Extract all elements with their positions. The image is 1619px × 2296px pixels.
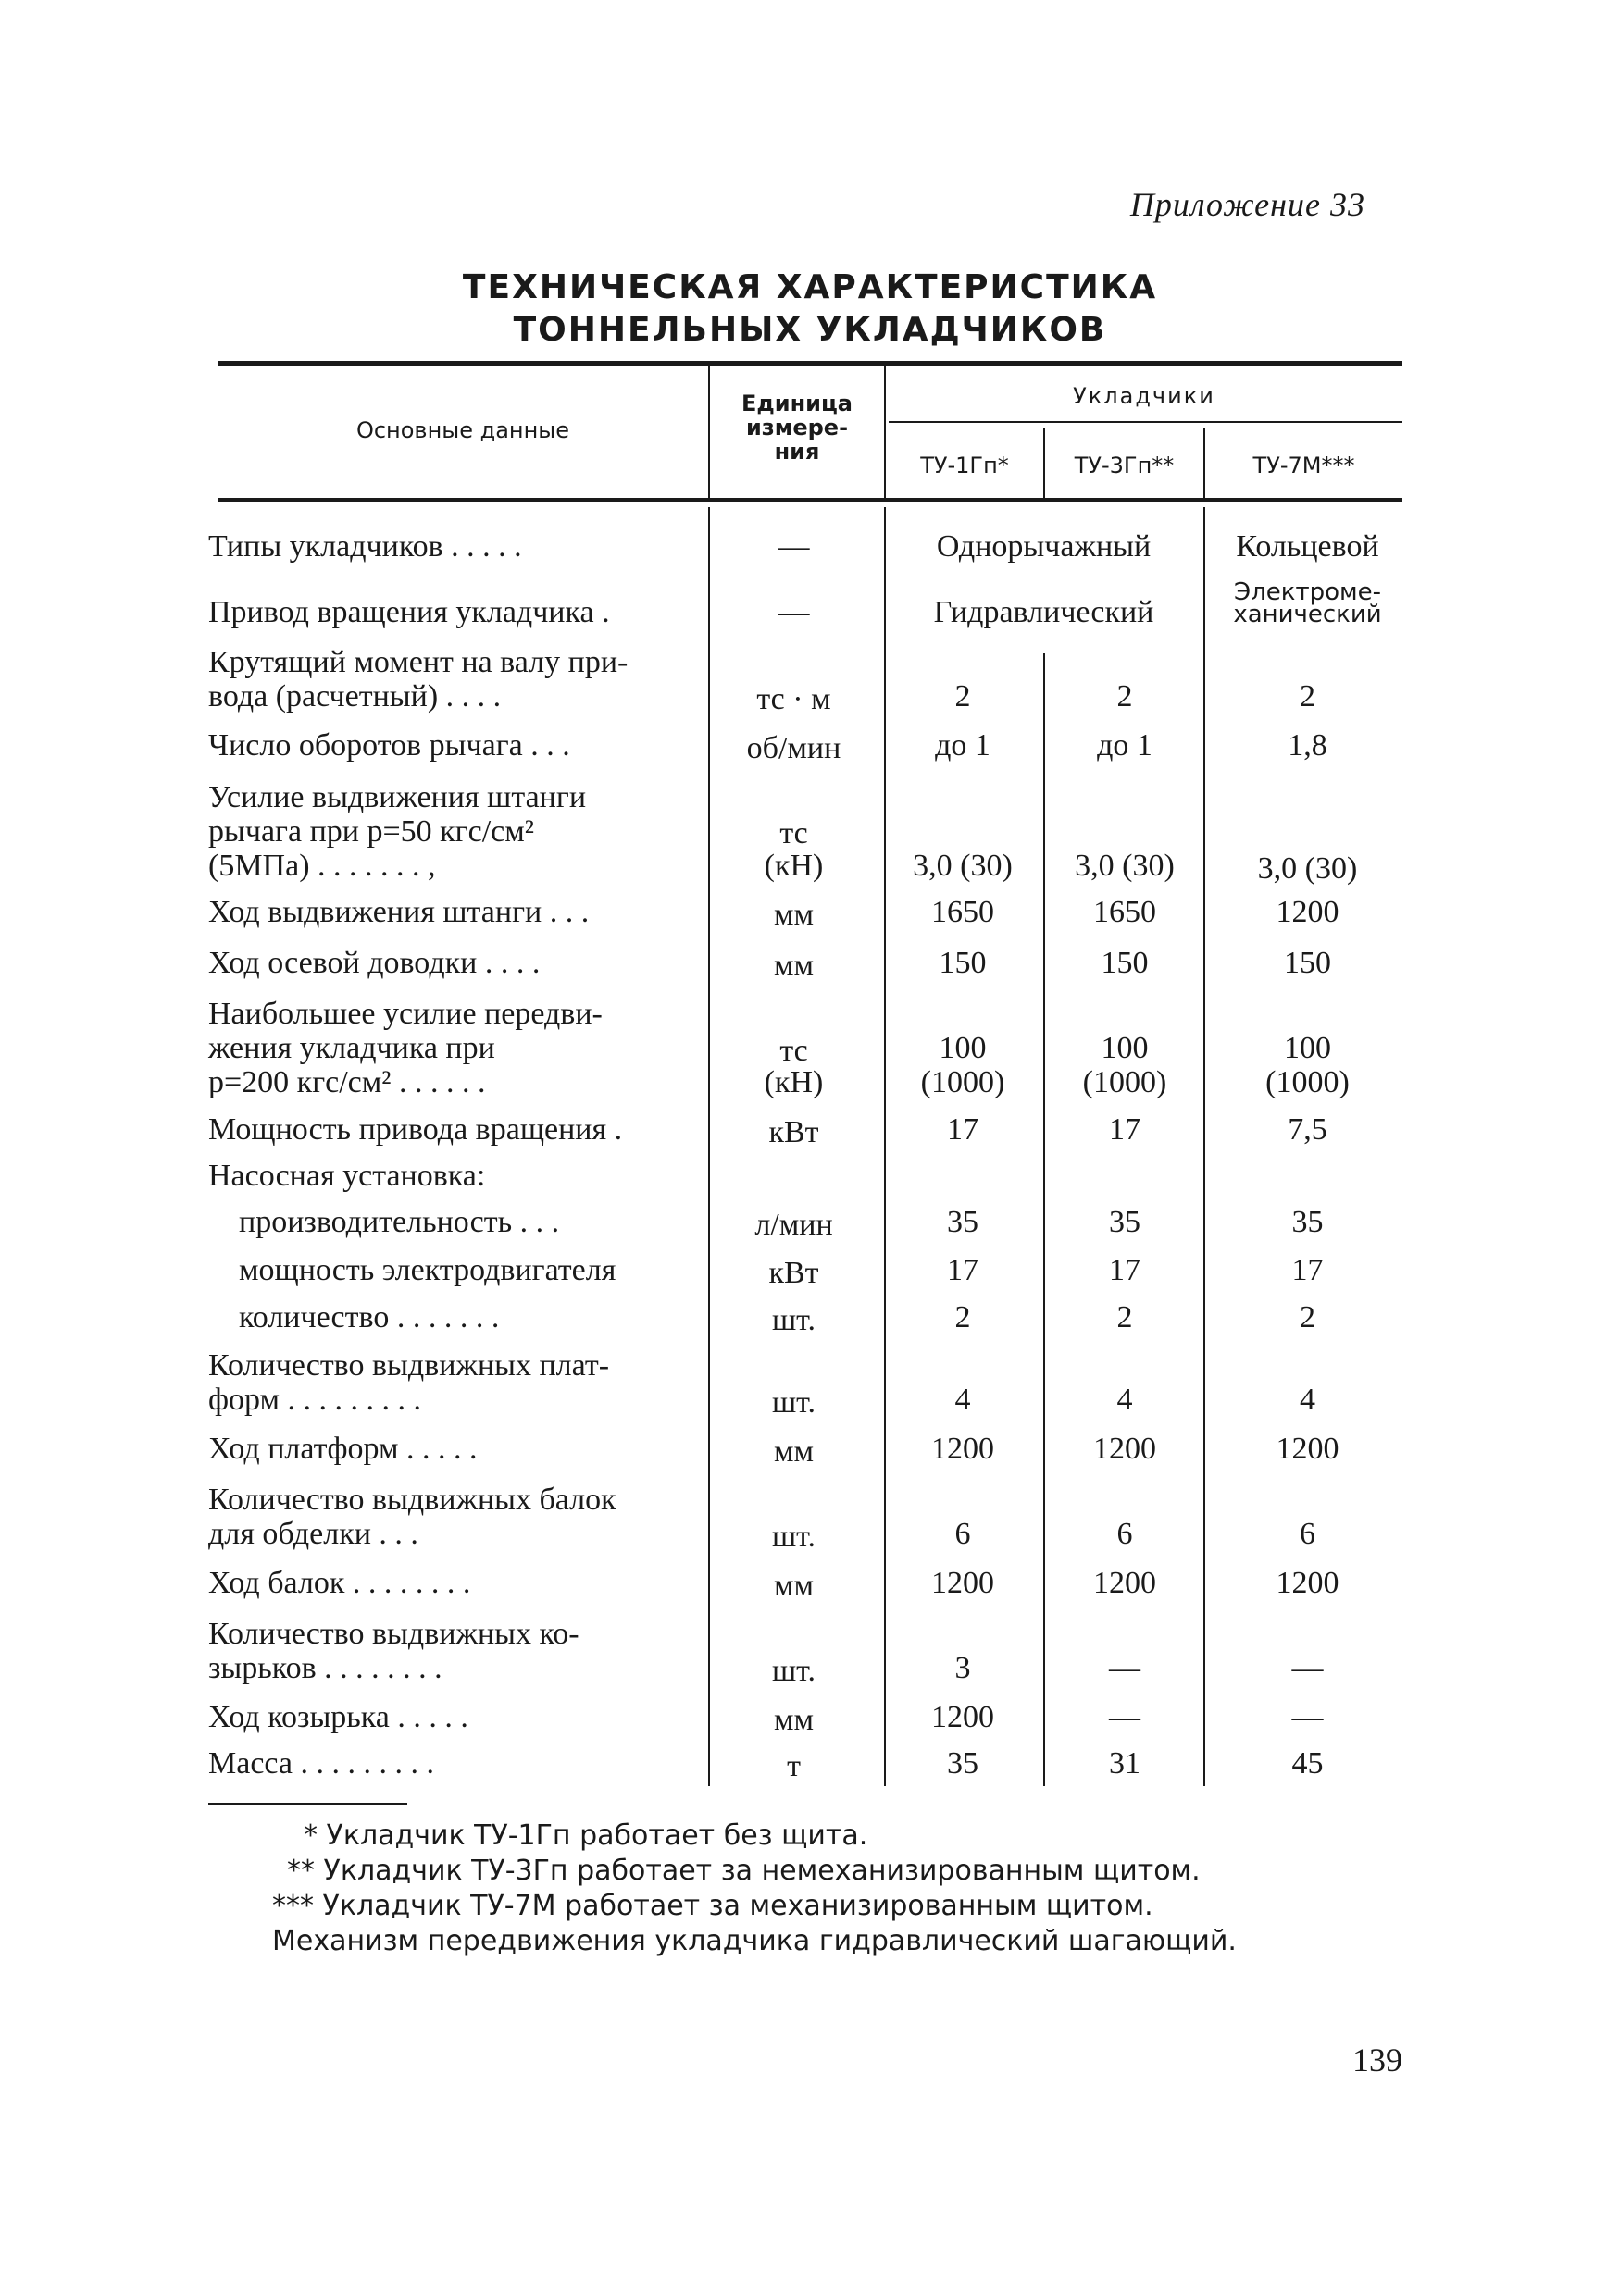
row-value-tu1gp: 1200 [931,1700,994,1734]
row-value-tu7m: — [1291,1651,1324,1685]
row-value-tu7m: 4 [1300,1383,1315,1417]
row-value-tu1gp: 17 [947,1253,978,1287]
footnote: Механизм передвижения укладчика гидравлический шагающий. [272,1925,1237,1957]
row-value-tu1gp: 1650 [931,895,994,929]
row-unit: — [778,529,810,564]
row-label: Ход осевой доводки . . . . [208,946,541,980]
row-label: Количество выдвижных плат- [208,1348,610,1383]
row-label: Количество выдвижных балок [208,1483,616,1517]
footnotes [268,1818,1333,1959]
row-value-tu3gp: 1200 [1093,1432,1156,1466]
row-label: Привод вращения укладчика . [208,595,610,629]
row-value-tu1gp: 3,0 (30) [913,849,1013,883]
row-value-tu7m: 100 [1284,1031,1331,1065]
row-value-tu7m: 1200 [1276,895,1339,929]
row-value-tu7m: 17 [1291,1253,1324,1287]
row-value-tu3gp: 2 [1116,1300,1133,1334]
row-value-tu3gp: 17 [1109,1253,1140,1287]
row-value-tu7m: 35 [1291,1205,1324,1239]
page-title [218,267,1402,352]
row-label: жения укладчика при [208,1031,495,1065]
row-value-tu7m: 1200 [1276,1432,1339,1466]
row-value-tu1gp: 35 [947,1746,978,1781]
header-bottom-rule [218,498,1402,502]
row-unit: мм [773,1703,815,1737]
footnote: * Укладчик ТУ-1Гп работает без щита. [304,1819,868,1852]
row-label: Насосная установка: [208,1159,486,1193]
row-label: Ход платформ . . . . . [208,1432,478,1466]
row-unit: л/мин [754,1208,833,1242]
row-value-tu7m: Кольцевой [1236,529,1379,564]
title-line: ТЕХНИЧЕСКАЯ ХАРАКТЕРИСТИКА [462,268,1158,306]
row-unit: мм [773,949,815,983]
row-value-tu3gp: (1000) [1082,1065,1167,1099]
footnote: ** Укладчик ТУ-3Гп работает за немеханизированным щитом. [287,1855,1201,1887]
row-value-tu7m: 150 [1284,946,1331,980]
row-value-tu7m: 2 [1300,679,1315,714]
header-col-tu3gp: ТУ-3Гп** [1074,453,1175,478]
row-value-span: Однорычажный [936,529,1152,564]
row-value-tu3gp: — [1109,1700,1140,1734]
header-unit-line: ния [774,439,820,465]
row-label: производительность . . . [239,1205,560,1239]
row-value-tu3gp: — [1109,1651,1140,1685]
row-value-tu1gp: 150 [939,946,987,980]
row-unit: шт. [772,1654,816,1688]
row-label: (5МПа) . . . . . . . , [208,849,436,883]
row-value-tu3gp: 4 [1116,1383,1133,1417]
row-label: Ход выдвижения штанги . . . [208,895,590,929]
row-label: Мощность привода вращения . [208,1112,623,1147]
row-value-tu1gp: 17 [947,1112,978,1147]
row-value-tu1gp: 3 [954,1651,971,1685]
row-label: вода (расчетный) . . . . [208,679,502,714]
row-unit: — [778,595,810,629]
row-value-tu1gp: (1000) [920,1065,1005,1099]
row-label: Наибольшее усилие передви- [208,997,603,1031]
row-label: Масса . . . . . . . . . [208,1746,435,1781]
row-unit: мм [773,1569,815,1603]
row-value-span: Гидравлический [933,595,1154,629]
row-label: p=200 кгс/см² . . . . . . [208,1065,486,1099]
table-top-rule [218,361,1402,366]
row-value-tu1gp: 6 [954,1517,971,1551]
row-value-tu3gp: 35 [1109,1205,1140,1239]
row-label: Усилие выдвижения штанги [208,780,587,814]
header-main: Основные данные [355,417,570,443]
row-label: Типы укладчиков . . . . . [208,529,522,564]
row-unit: (кН) [764,849,824,883]
row-label: форм . . . . . . . . . [208,1383,422,1417]
row-value-tu7m: 6 [1300,1517,1315,1551]
header-col-tu7m: ТУ-7М*** [1252,453,1355,478]
row-value-tu3gp: 6 [1116,1517,1133,1551]
row-value-tu3gp: 150 [1101,946,1149,980]
row-label: мощность электродвигателя [239,1253,616,1287]
row-label: Количество выдвижных ко- [208,1617,579,1651]
row-value-tu3gp: 2 [1116,679,1133,714]
row-unit: мм [773,898,815,932]
row-unit: шт. [772,1385,816,1420]
row-label: Ход балок . . . . . . . . [208,1566,471,1600]
header-unit-line: Единица [741,391,853,416]
row-value-tu1gp: 4 [954,1383,971,1417]
row-value-tu7m: ханический [1233,601,1382,628]
row-value-tu7m: 1,8 [1288,728,1327,763]
row-value-tu3gp: 3,0 (30) [1075,849,1175,883]
title-line: ТОННЕЛЬНЫХ УКЛАДЧИКОВ [513,311,1107,349]
row-label: зырьков . . . . . . . . [208,1651,442,1685]
row-value-tu1gp: 2 [954,1300,971,1334]
row-unit: об/мин [746,731,841,765]
body-vline [1203,507,1205,1786]
row-value-tu7m: 2 [1300,1300,1315,1334]
row-value-tu1gp: 1200 [931,1566,994,1600]
body-vline [708,507,710,1786]
header-unit [710,391,884,464]
row-unit: шт. [772,1520,816,1554]
footnote: *** Укладчик ТУ-7М работает за механизированным щитом. [272,1890,1153,1922]
row-label: количество . . . . . . . [239,1300,500,1334]
row-value-tu1gp: до 1 [935,728,990,763]
row-label: Крутящий момент на валу при- [208,645,629,679]
row-unit: т [787,1749,801,1783]
row-unit: мм [773,1434,815,1469]
row-value-tu3gp: 17 [1109,1112,1140,1147]
row-value-tu7m: (1000) [1265,1065,1350,1099]
row-value-tu1gp: 1200 [931,1432,994,1466]
row-value-tu3gp: 100 [1101,1031,1149,1065]
appendix-label: Приложение 33 [1129,186,1365,223]
row-value-tu1gp: 2 [954,679,971,714]
row-value-tu7m: 7,5 [1288,1112,1327,1147]
row-value-tu3gp: до 1 [1097,728,1152,763]
row-unit: тс · м [756,682,831,716]
row-unit: шт. [772,1303,816,1337]
row-value-tu7m: 45 [1291,1746,1324,1781]
row-unit: кВт [768,1115,819,1149]
row-value-tu7m: 3,0 (30) [1257,851,1358,886]
header-group: Укладчики [1073,383,1215,409]
row-value-tu7m: — [1291,1700,1324,1734]
footnote-separator [208,1803,407,1805]
row-value-tu3gp: 31 [1109,1746,1140,1781]
row-label: рычага при p=50 кгс/см² [208,814,534,849]
row-unit: (кН) [764,1065,824,1099]
row-value-tu1gp: 35 [947,1205,978,1239]
header-unit-line: измере- [745,415,849,441]
row-unit: тс [779,816,808,850]
row-value-tu7m: Электроме- [1233,578,1382,606]
body-vline [1043,653,1045,1786]
row-label: Число оборотов рычага . . . [208,728,570,763]
row-value-tu1gp: 100 [939,1031,987,1065]
row-unit: тс [779,1034,808,1068]
row-value-tu7m: 1200 [1276,1566,1339,1600]
header-col-tu1gp: ТУ-1Гп* [920,453,1009,478]
row-value-tu3gp: 1650 [1093,895,1156,929]
row-unit: кВт [768,1256,819,1290]
page-number: 139 [1352,2042,1402,2079]
row-label: для обделки . . . [208,1517,418,1551]
row-label: Ход козырька . . . . . [208,1700,468,1734]
row-value-tu3gp: 1200 [1093,1566,1156,1600]
group-header-rule [889,421,1402,423]
